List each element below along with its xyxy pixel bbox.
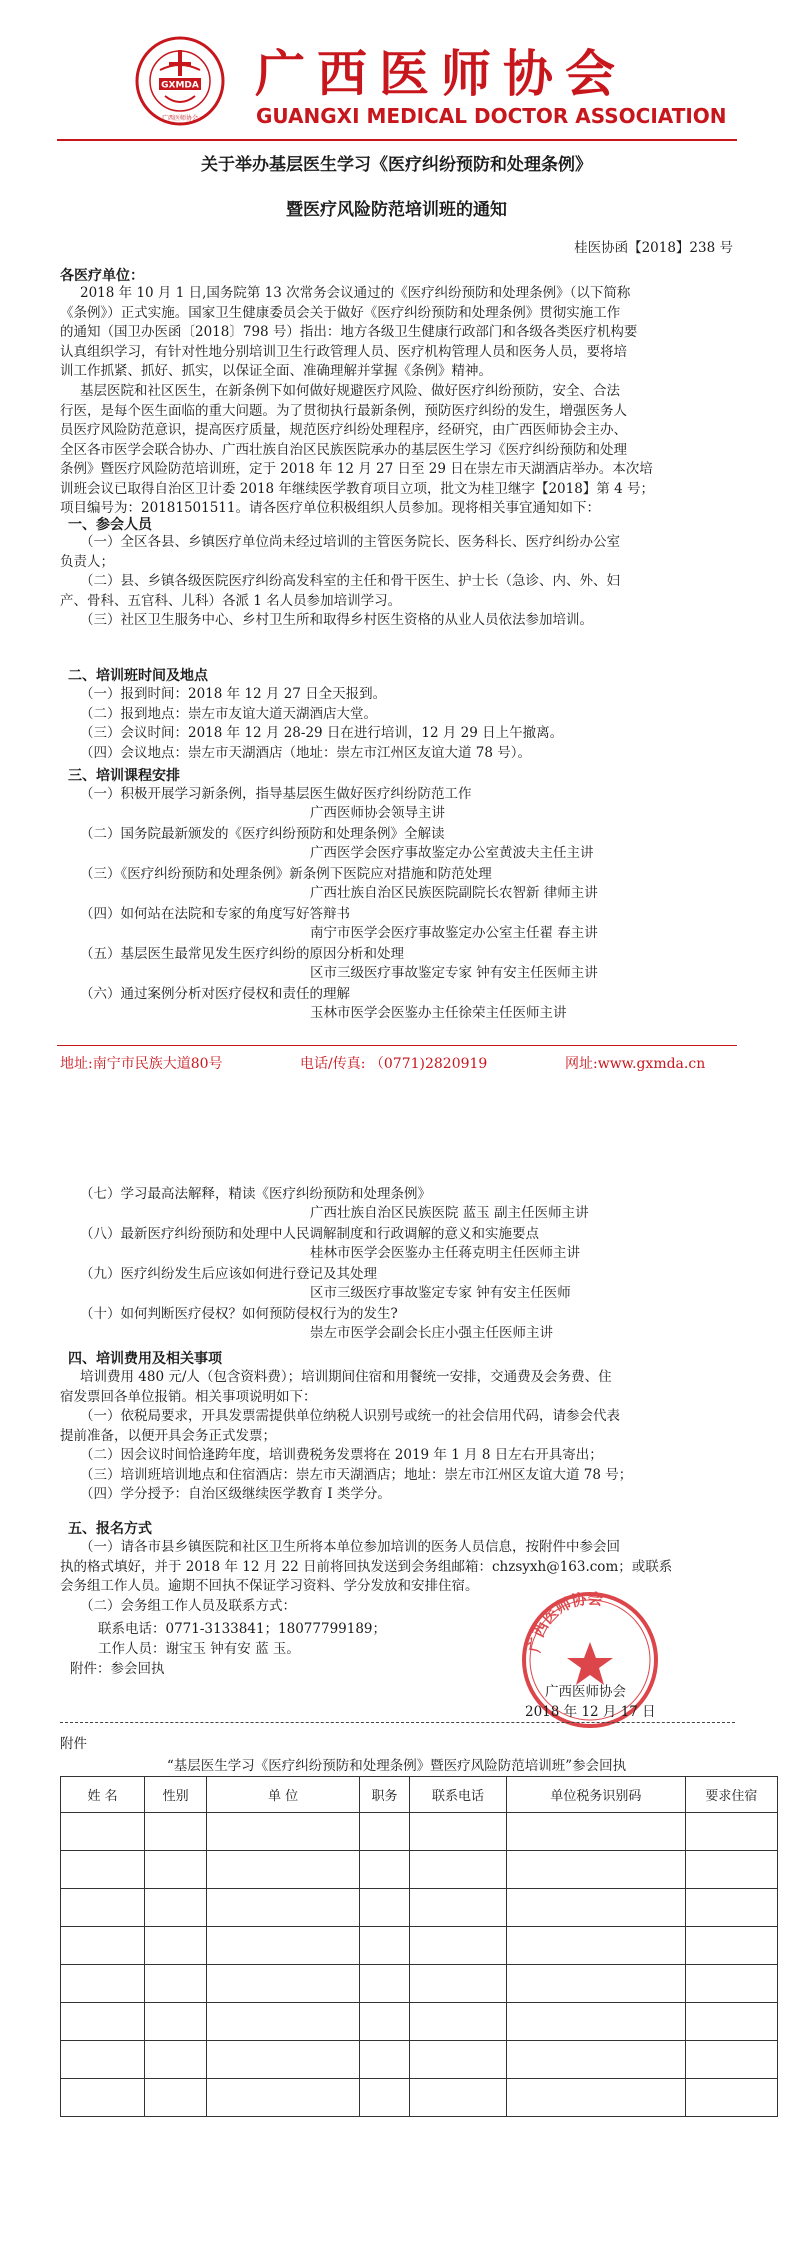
course-speaker: 区市三级医疗事故鉴定专家 钟有安主任医师 xyxy=(310,1285,571,1301)
column-header: 单位税务识别码 xyxy=(507,1777,685,1813)
table-cell[interactable] xyxy=(61,1927,145,1965)
table-cell[interactable] xyxy=(61,1965,145,2003)
table-cell[interactable] xyxy=(685,2041,777,2079)
course-topic: （九）医疗纠纷发生后应该如何进行登记及其处理 xyxy=(80,1266,377,1282)
table-cell[interactable] xyxy=(61,2041,145,2079)
text-line: 会务组工作人员。逾期不回执不保证学习资料、学分发放和安排住宿。 xyxy=(60,1578,479,1594)
table-cell[interactable] xyxy=(207,2003,360,2041)
text-line: （一）依税局要求，开具发票需提供单位纳税人识别号或统一的社会信用代码，请参会代表 xyxy=(80,1408,620,1424)
table-cell[interactable] xyxy=(145,1927,207,1965)
course-topic: （六）通过案例分析对医疗侵权和责任的理解 xyxy=(80,986,350,1002)
text-line: （一）请各市县乡镇医院和社区卫生所将本单位参加培训的医务人员信息，按附件中参会回 xyxy=(80,1539,620,1555)
text-line: （三）培训班培训地点和住宿酒店：崇左市天湖酒店；地址：崇左市江州区友谊大道 78 号； xyxy=(80,1466,633,1483)
table-cell[interactable] xyxy=(61,1889,145,1927)
table-cell[interactable] xyxy=(409,1813,506,1851)
text-line: 基层医院和社区医生，在新条例下如何做好规避医疗风险、做好医疗纠纷预防，安全、合法 xyxy=(80,383,620,399)
footer-phone: 电话/传真: （0771)2820919 xyxy=(300,1056,488,1072)
section-1-heading: 一、参会人员 xyxy=(68,517,152,533)
table-cell[interactable] xyxy=(409,2003,506,2041)
form-title: “基层医生学习《医疗纠纷预防和处理条例》暨医疗风险防范培训班”参会回执 xyxy=(166,1758,627,1774)
table-cell[interactable] xyxy=(360,2079,410,2117)
attachment-note: 附件：参会回执 xyxy=(70,1661,165,1677)
issue-date: 2018 年 12 月 17 日 xyxy=(525,1704,656,1720)
table-row xyxy=(61,1813,778,1851)
course-topic: （三）《医疗纠纷预防和处理条例》新条例下医院应对措施和防范处理 xyxy=(80,866,492,882)
course-speaker: 广西医学会医疗事故鉴定办公室黄波夫主任主讲 xyxy=(310,845,594,861)
svg-text:GXMDA: GXMDA xyxy=(161,80,199,91)
table-cell[interactable] xyxy=(507,2003,685,2041)
text-line: （二）因会议时间恰逢跨年度，培训费税务发票将在 2019 年 1 月 8 日左右开具寄出； xyxy=(80,1447,603,1463)
column-header: 单 位 xyxy=(207,1777,360,1813)
table-cell[interactable] xyxy=(360,1813,410,1851)
notice-title-line1: 关于举办基层医生学习《医疗纠纷预防和处理条例》 xyxy=(201,155,592,175)
table-row xyxy=(61,1927,778,1965)
text-line: 宿发票回各单位报销。相关事项说明如下： xyxy=(60,1388,317,1405)
table-cell[interactable] xyxy=(207,2079,360,2117)
table-cell[interactable] xyxy=(507,1851,685,1889)
text-line: 项目编号为：20181501511。请各医疗单位积极组织人员参加。现将相关事宜通知如下： xyxy=(60,500,600,516)
text-line: 行医，是每个医生面临的重大问题。为了贯彻执行最新条例，预防医疗纠纷的发生，增强医务人 xyxy=(60,402,627,419)
table-cell[interactable] xyxy=(61,2079,145,2117)
association-logo-icon xyxy=(135,36,225,126)
section-2-heading: 二、培训班时间及地点 xyxy=(68,668,208,684)
table-cell[interactable] xyxy=(207,1851,360,1889)
table-cell[interactable] xyxy=(207,1965,360,2003)
course-speaker: 崇左市医学会副会长庄小强主任医师主讲 xyxy=(310,1325,553,1341)
table-cell[interactable] xyxy=(685,1851,777,1889)
column-header: 性别 xyxy=(145,1777,207,1813)
table-cell[interactable] xyxy=(360,1851,410,1889)
course-topic: （八）最新医疗纠纷预防和处理中人民调解制度和行政调解的意义和实施要点 xyxy=(80,1226,539,1242)
course-speaker: 桂林市医学会医鉴办主任蒋克明主任医师主讲 xyxy=(310,1245,580,1261)
course-speaker: 玉林市医学会医鉴办主任徐荣主任医师主讲 xyxy=(310,1005,567,1021)
course-topic: （十）如何判断医疗侵权？如何预防侵权行为的发生? xyxy=(80,1306,398,1322)
course-speaker: 广西壮族自治区民族医院副院长农智新 律师主讲 xyxy=(310,885,598,901)
table-cell[interactable] xyxy=(61,1813,145,1851)
text-line: 员医疗风险防范意识，提高医疗质量，规范医疗纠纷处理程序，经研究，由广西医师协会主办、 xyxy=(60,422,627,438)
contact-phone: 联系电话：0771-3133841；18077799189； xyxy=(98,1621,387,1637)
course-topic: （四）如何站在法院和专家的角度写好答辩书 xyxy=(80,906,350,922)
svg-text:广西医师协会: 广西医师协会 xyxy=(525,1590,604,1654)
text-line: 的通知（国卫办医函〔2018〕798 号）指出：地方各级卫生健康行政部门和各级各类医疗机构要 xyxy=(60,324,638,340)
table-cell[interactable] xyxy=(409,1927,506,1965)
table-cell[interactable] xyxy=(507,1965,685,2003)
association-title: 广西医师协会 xyxy=(255,45,627,103)
table-cell[interactable] xyxy=(685,1889,777,1927)
column-header: 联系电话 xyxy=(409,1777,506,1813)
course-speaker: 广西壮族自治区民族医院 蓝玉 副主任医师主讲 xyxy=(310,1205,589,1221)
table-cell[interactable] xyxy=(145,1889,207,1927)
text-line: 训班会议已取得自治区卫计委 2018 年继续医学教育项目立项，批文为桂卫继字【2018】第 4 号； xyxy=(60,480,654,497)
text-line: 提前准备，以便开具会务正式发票； xyxy=(60,1427,276,1444)
table-cell[interactable] xyxy=(409,1851,506,1889)
table-cell[interactable] xyxy=(507,1889,685,1927)
text-line: 认真组织学习，有针对性地分别培训卫生行政管理人员、医疗机构管理人员和医务人员，要将培 xyxy=(60,343,627,360)
text-line: 负责人； xyxy=(60,553,114,570)
text-line: （一）报到时间：2018 年 12 月 27 日全天报到。 xyxy=(80,686,387,702)
table-cell[interactable] xyxy=(685,1813,777,1851)
text-line: 产、骨科、五官科、儿科）各派 1 名人员参加培训学习。 xyxy=(60,592,402,609)
course-speaker: 区市三级医疗事故鉴定专家 钟有安主任医师主讲 xyxy=(310,965,598,981)
text-line: （一）全区各县、乡镇医疗单位尚未经过培训的主管医务院长、医务科长、医疗纠纷办公室 xyxy=(80,534,620,550)
course-speaker: 南宁市医学会医疗事故鉴定办公室主任翟 春主讲 xyxy=(310,925,598,941)
attachment-divider xyxy=(60,1722,735,1723)
table-cell[interactable] xyxy=(685,1965,777,2003)
footer-address: 地址:南宁市民族大道80号 xyxy=(60,1056,223,1072)
course-topic: （五）基层医生最常见发生医疗纠纷的原因分析和处理 xyxy=(80,946,404,962)
table-row xyxy=(61,2003,778,2041)
header-divider xyxy=(57,139,737,141)
table-cell[interactable] xyxy=(145,1965,207,2003)
table-cell[interactable] xyxy=(685,2003,777,2041)
footer-website: 网址:www.gxmda.cn xyxy=(565,1056,706,1072)
column-header: 要求住宿 xyxy=(685,1777,777,1813)
text-line: 训工作抓紧、抓好、抓实，以保证全面、准确理解并掌握《条例》精神。 xyxy=(60,363,492,379)
table-cell[interactable] xyxy=(409,1965,506,2003)
text-line: 执的格式填好，并于 2018 年 12 月 22 日前将回执发送到会务组邮箱：chzsyxh@163.com；或联系 xyxy=(60,1558,673,1575)
association-subtitle: GUANGXI MEDICAL DOCTOR ASSOCIATION xyxy=(256,104,727,128)
table-cell[interactable] xyxy=(207,1813,360,1851)
document-number: 桂医协函【2018】238 号 xyxy=(574,240,733,256)
text-line: （二）县、乡镇各级医院医疗纠纷高发科室的主任和骨干医生、护士长（急诊、内、外、妇 xyxy=(80,573,620,589)
attachment-label: 附件 xyxy=(60,1736,87,1752)
footer-divider xyxy=(57,1045,737,1046)
table-cell[interactable] xyxy=(145,2079,207,2117)
table-row xyxy=(61,1889,778,1927)
text-line: 2018 年 10 月 1 日,国务院第 13 次常务会议通过的《医疗纠纷预防和处理条例》（以下简称 xyxy=(80,285,631,301)
table-cell[interactable] xyxy=(360,1889,410,1927)
table-cell[interactable] xyxy=(685,1927,777,1965)
course-topic: （二）国务院最新颁发的《医疗纠纷预防和处理条例》全解读 xyxy=(80,826,445,842)
table-cell[interactable] xyxy=(507,1927,685,1965)
staff-list: 工作人员：谢宝玉 钟有安 蓝 玉。 xyxy=(98,1641,300,1657)
table-cell[interactable] xyxy=(207,1889,360,1927)
table-cell[interactable] xyxy=(145,1851,207,1889)
text-line: 培训费用 480 元/人（包含资料费）；培训期间住宿和用餐统一安排，交通费及会务费、住 xyxy=(80,1369,612,1385)
table-cell[interactable] xyxy=(360,2003,410,2041)
table-cell[interactable] xyxy=(207,1927,360,1965)
table-cell[interactable] xyxy=(145,2041,207,2079)
reply-form-table xyxy=(60,1776,778,2117)
table-cell[interactable] xyxy=(507,2041,685,2079)
course-topic: （七）学习最高法解释，精读《医疗纠纷预防和处理条例》 xyxy=(80,1186,431,1202)
column-header: 姓 名 xyxy=(61,1777,145,1813)
issuer: 广西医师协会 xyxy=(545,1684,626,1700)
table-cell[interactable] xyxy=(360,1965,410,2003)
table-cell[interactable] xyxy=(685,2079,777,2117)
table-cell[interactable] xyxy=(507,1813,685,1851)
table-row xyxy=(61,2079,778,2117)
text-line: （四）学分授予：自治区级继续医学教育 I 类学分。 xyxy=(80,1486,391,1502)
table-cell[interactable] xyxy=(360,1927,410,1965)
course-speaker: 广西医师协会领导主讲 xyxy=(310,805,445,821)
text-line: （四）会议地点：崇左市天湖酒店（地址：崇左市江州区友谊大道 78 号）。 xyxy=(80,744,532,761)
table-cell[interactable] xyxy=(61,1851,145,1889)
table-header-row xyxy=(61,1777,778,1813)
text-line: 《条例》）正式实施。国家卫生健康委员会关于做好《医疗纠纷预防和处理条例》贯彻实施工作 xyxy=(60,304,621,321)
column-header: 职务 xyxy=(360,1777,410,1813)
table-cell[interactable] xyxy=(207,2041,360,2079)
text-line: 全区各市医学会联合协办、广西壮族自治区民族医院承办的基层医生学习《医疗纠纷预防和处理 xyxy=(60,441,627,458)
table-cell[interactable] xyxy=(409,1889,506,1927)
table-cell[interactable] xyxy=(145,1813,207,1851)
text-line: （二）会务组工作人员及联系方式： xyxy=(80,1597,296,1614)
table-cell[interactable] xyxy=(145,2003,207,2041)
table-row xyxy=(61,2041,778,2079)
section-5-heading: 五、报名方式 xyxy=(68,1521,152,1537)
course-topic: （一）积极开展学习新条例，指导基层医生做好医疗纠纷防范工作 xyxy=(80,786,472,802)
text-line: （三）社区卫生服务中心、乡村卫生所和取得乡村医生资格的从业人员依法参加培训。 xyxy=(80,612,593,628)
table-cell[interactable] xyxy=(61,2003,145,2041)
table-row xyxy=(61,1965,778,2003)
svg-text:广西医师协会: 广西医师协会 xyxy=(161,115,199,122)
table-cell[interactable] xyxy=(409,2079,506,2117)
section-3-heading: 三、培训课程安排 xyxy=(68,768,180,784)
section-4-heading: 四、培训费用及相关事项 xyxy=(68,1351,222,1367)
text-line: （二）报到地点：崇左市友谊大道天湖酒店大堂。 xyxy=(80,705,377,722)
text-line: （三）会议时间：2018 年 12 月 28-29 日在进行培训，12 月 29 日上午撤离。 xyxy=(80,725,564,741)
table-cell[interactable] xyxy=(507,2079,685,2117)
table-cell[interactable] xyxy=(360,2041,410,2079)
letterhead xyxy=(0,0,793,150)
table-cell[interactable] xyxy=(409,2041,506,2079)
table-row xyxy=(61,1851,778,1889)
text-line: 条例》暨医疗风险防范培训班，定于 2018 年 12 月 27 日至 29 日在崇左市天湖酒店举办。本次培 xyxy=(60,461,653,477)
salutation: 各医疗单位： xyxy=(60,268,144,284)
notice-title-line2: 暨医疗风险防范培训班的通知 xyxy=(286,200,507,220)
